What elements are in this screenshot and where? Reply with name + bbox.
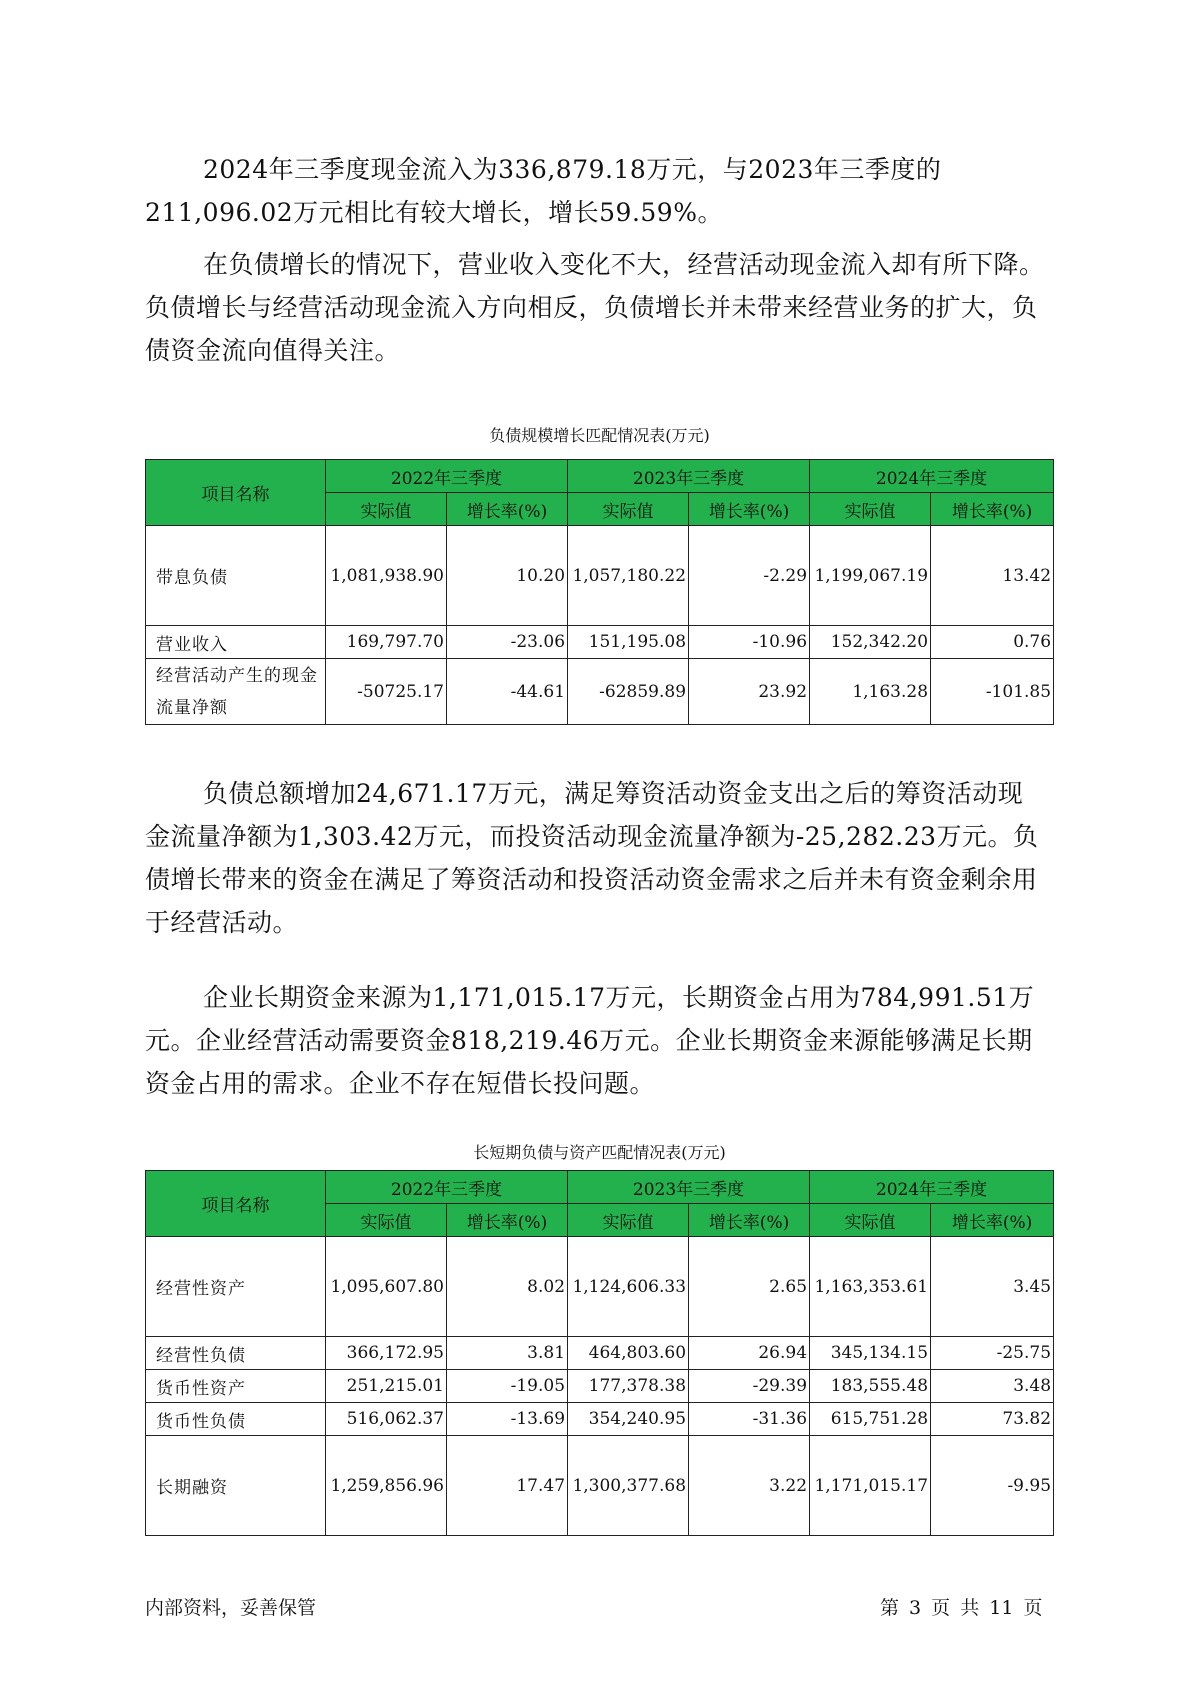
growth-rate-cell: -44.61: [447, 659, 568, 725]
table-row: [146, 659, 1054, 725]
actual-value-cell: 251,215.01: [326, 1370, 447, 1403]
row-label: 营业收入: [146, 626, 326, 659]
actual-value-cell: 1,124,606.33: [568, 1237, 689, 1337]
growth-rate-cell: 3.81: [447, 1337, 568, 1370]
actual-value-cell: 1,171,015.17: [810, 1436, 931, 1536]
growth-rate-cell: -19.05: [447, 1370, 568, 1403]
actual-value-cell: 151,195.08: [568, 626, 689, 659]
growth-rate-cell: 17.47: [447, 1436, 568, 1536]
table-row: [146, 1436, 1054, 1536]
growth-rate-cell: 13.42: [931, 526, 1054, 626]
table-row: [146, 1370, 1054, 1403]
growth-rate-header: 增长率(%): [931, 493, 1054, 526]
actual-value-cell: 516,062.37: [326, 1403, 447, 1436]
growth-rate-cell: 23.92: [689, 659, 810, 725]
period-header: 2023年三季度: [568, 1171, 810, 1204]
actual-value-cell: 366,172.95: [326, 1337, 447, 1370]
period-header: 2022年三季度: [326, 1171, 568, 1204]
period-header: 2022年三季度: [326, 460, 568, 493]
growth-rate-cell: -25.75: [931, 1337, 1054, 1370]
actual-value-cell: -62859.89: [568, 659, 689, 725]
table-debt-asset-match: [145, 1170, 1054, 1536]
paragraph-long-term-funds: 企业长期资金来源为1,171,015.17万元，长期资金占用为784,991.51万元。企业经营活动需要资金818,219.46万元。企业长期资金来源能够满足长期资金占用的需求。企业不存在短借长投问题。: [145, 983, 1035, 1098]
growth-rate-cell: 0.76: [931, 626, 1054, 659]
actual-value-cell: 152,342.20: [810, 626, 931, 659]
table-row: [146, 626, 1054, 659]
growth-rate-cell: -101.85: [931, 659, 1054, 725]
row-label: 带息负债: [146, 526, 326, 626]
growth-rate-header: 增长率(%): [689, 493, 810, 526]
growth-rate-cell: 3.48: [931, 1370, 1054, 1403]
growth-rate-cell: -10.96: [689, 626, 810, 659]
table-row: [146, 1403, 1054, 1436]
table-row: [146, 1237, 1054, 1337]
growth-rate-cell: 3.45: [931, 1237, 1054, 1337]
growth-rate-cell: 3.22: [689, 1436, 810, 1536]
growth-rate-cell: -29.39: [689, 1370, 810, 1403]
growth-rate-header: 增长率(%): [447, 493, 568, 526]
actual-value-header: 实际值: [568, 493, 689, 526]
period-header: 2023年三季度: [568, 460, 810, 493]
actual-value-cell: 183,555.48: [810, 1370, 931, 1403]
paragraph-cash-inflow: 2024年三季度现金流入为336,879.18万元，与2023年三季度的211,096.02万元相比有较大增长，增长59.59%。: [145, 155, 942, 227]
actual-value-cell: 354,240.95: [568, 1403, 689, 1436]
actual-value-cell: 1,057,180.22: [568, 526, 689, 626]
actual-value-cell: 1,163.28: [810, 659, 931, 725]
growth-rate-header: 增长率(%): [689, 1204, 810, 1237]
actual-value-cell: 345,134.15: [810, 1337, 931, 1370]
actual-value-header: 实际值: [326, 493, 447, 526]
table1-caption: 负债规模增长匹配情况表(万元): [489, 426, 710, 445]
row-label: 货币性资产: [146, 1370, 326, 1403]
growth-rate-cell: -2.29: [689, 526, 810, 626]
actual-value-cell: 1,199,067.19: [810, 526, 931, 626]
actual-value-cell: 1,095,607.80: [326, 1237, 447, 1337]
row-label: 经营性负债: [146, 1337, 326, 1370]
table-row: [146, 526, 1054, 626]
row-label: 经营性资产: [146, 1237, 326, 1337]
actual-value-cell: 464,803.60: [568, 1337, 689, 1370]
growth-rate-cell: 8.02: [447, 1237, 568, 1337]
row-label: 经营活动产生的现金流量净额: [146, 659, 326, 725]
growth-rate-cell: -23.06: [447, 626, 568, 659]
actual-value-cell: 169,797.70: [326, 626, 447, 659]
footer-confidential: 内部资料，妥善保管: [145, 1597, 317, 1619]
growth-rate-cell: -9.95: [931, 1436, 1054, 1536]
actual-value-cell: 177,378.38: [568, 1370, 689, 1403]
growth-rate-header: 增长率(%): [931, 1204, 1054, 1237]
page-number: 第 3 页 共 11 页: [880, 1597, 1043, 1619]
table-header-row: [146, 460, 1054, 493]
growth-rate-cell: 10.20: [447, 526, 568, 626]
actual-value-cell: -50725.17: [326, 659, 447, 725]
paragraph-debt-total: 负债总额增加24,671.17万元，满足筹资活动资金支出之后的筹资活动现金流量净额为1,303.42万元，而投资活动现金流量净额为-25,282.23万元。负债增长带来的资金在满足了筹资活动和投资活动资金需求之后并未有资金剩余用于经营活动。: [145, 779, 1039, 937]
growth-rate-cell: 26.94: [689, 1337, 810, 1370]
row-label: 长期融资: [146, 1436, 326, 1536]
growth-rate-header: 增长率(%): [447, 1204, 568, 1237]
actual-value-cell: 1,163,353.61: [810, 1237, 931, 1337]
actual-value-cell: 1,081,938.90: [326, 526, 447, 626]
actual-value-cell: 1,300,377.68: [568, 1436, 689, 1536]
actual-value-header: 实际值: [810, 493, 931, 526]
growth-rate-cell: -31.36: [689, 1403, 810, 1436]
paragraph-debt-growth: 在负债增长的情况下，营业收入变化不大，经营活动现金流入却有所下降。负债增长与经营活动现金流入方向相反，负债增长并未带来经营业务的扩大，负债资金流向值得关注。: [145, 250, 1045, 365]
growth-rate-cell: -13.69: [447, 1403, 568, 1436]
growth-rate-cell: 73.82: [931, 1403, 1054, 1436]
table-header-row: [146, 1171, 1054, 1204]
actual-value-header: 实际值: [810, 1204, 931, 1237]
growth-rate-cell: 2.65: [689, 1237, 810, 1337]
actual-value-cell: 1,259,856.96: [326, 1436, 447, 1536]
table2-caption: 长短期负债与资产匹配情况表(万元): [473, 1143, 726, 1162]
table-row: [146, 1337, 1054, 1370]
item-name-header: 项目名称: [146, 1171, 326, 1237]
row-label: 货币性负债: [146, 1403, 326, 1436]
item-name-header: 项目名称: [146, 460, 326, 526]
actual-value-header: 实际值: [326, 1204, 447, 1237]
period-header: 2024年三季度: [810, 1171, 1054, 1204]
actual-value-cell: 615,751.28: [810, 1403, 931, 1436]
actual-value-header: 实际值: [568, 1204, 689, 1237]
period-header: 2024年三季度: [810, 460, 1054, 493]
table-debt-scale: [145, 459, 1054, 725]
